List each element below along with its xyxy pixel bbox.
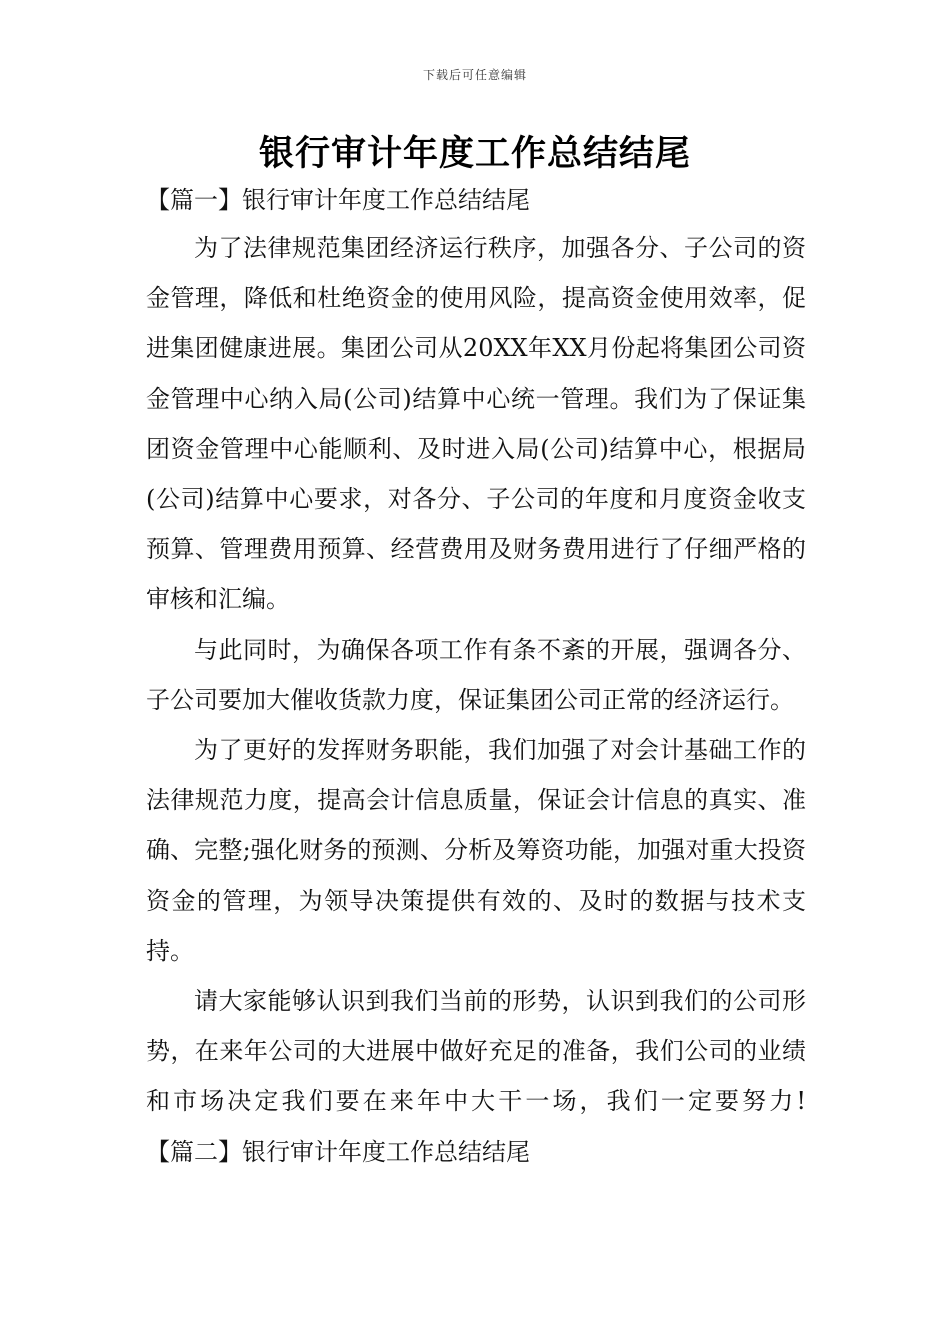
section-heading-one: 【篇一】银行审计年度工作总结结尾 bbox=[146, 186, 530, 214]
section-heading-two: 【篇二】银行审计年度工作总结结尾 bbox=[146, 1137, 530, 1166]
header-note: 下载后可任意编辑 bbox=[422, 68, 527, 82]
paragraph-1: 为了法律规范集团经济运行秩序，加强各分、子公司的资金管理，降低和杜绝资金的使用风险，提高资金使用效率，促进集团健康进展。集团公司从20XX年XX月份起将集团公司资金管理中心纳入局(公司)结算中心统一管理。我们为了保证集团资金管理中心能顺利、及时进入局(公司)结算中心，根据局(公司)结算中心要求，对各分、子公司的年度和月度资金收支预算、管理费用预算、经营费用及财务费用进行了仔细严格的审核和汇编。 bbox=[146, 234, 806, 614]
document-body bbox=[146, 178, 806, 1177]
paragraph-3: 为了更好的发挥财务职能，我们加强了对会计基础工作的法律规范力度，提高会计信息质量，保证会计信息的真实、准确、完整;强化财务的预测、分析及筹资功能，加强对重大投资资金的管理，为领导决策提供有效的、及时的数据与技术支持。 bbox=[146, 736, 806, 965]
paragraph-4 bbox=[146, 976, 806, 1177]
document-title: 银行审计年度工作总结结尾 bbox=[258, 134, 691, 174]
paragraph-2: 与此同时，为确保各项工作有条不紊的开展，强调各分、子公司要加大催收货款力度，保证集团公司正常的经济运行。 bbox=[146, 635, 806, 714]
paragraph-4-text: 请大家能够认识到我们当前的形势，认识到我们的公司形势，在来年公司的大进展中做好充足的准备，我们公司的业绩和市场决定我们要在来年中大干一场，我们一定要努力! bbox=[146, 987, 806, 1116]
